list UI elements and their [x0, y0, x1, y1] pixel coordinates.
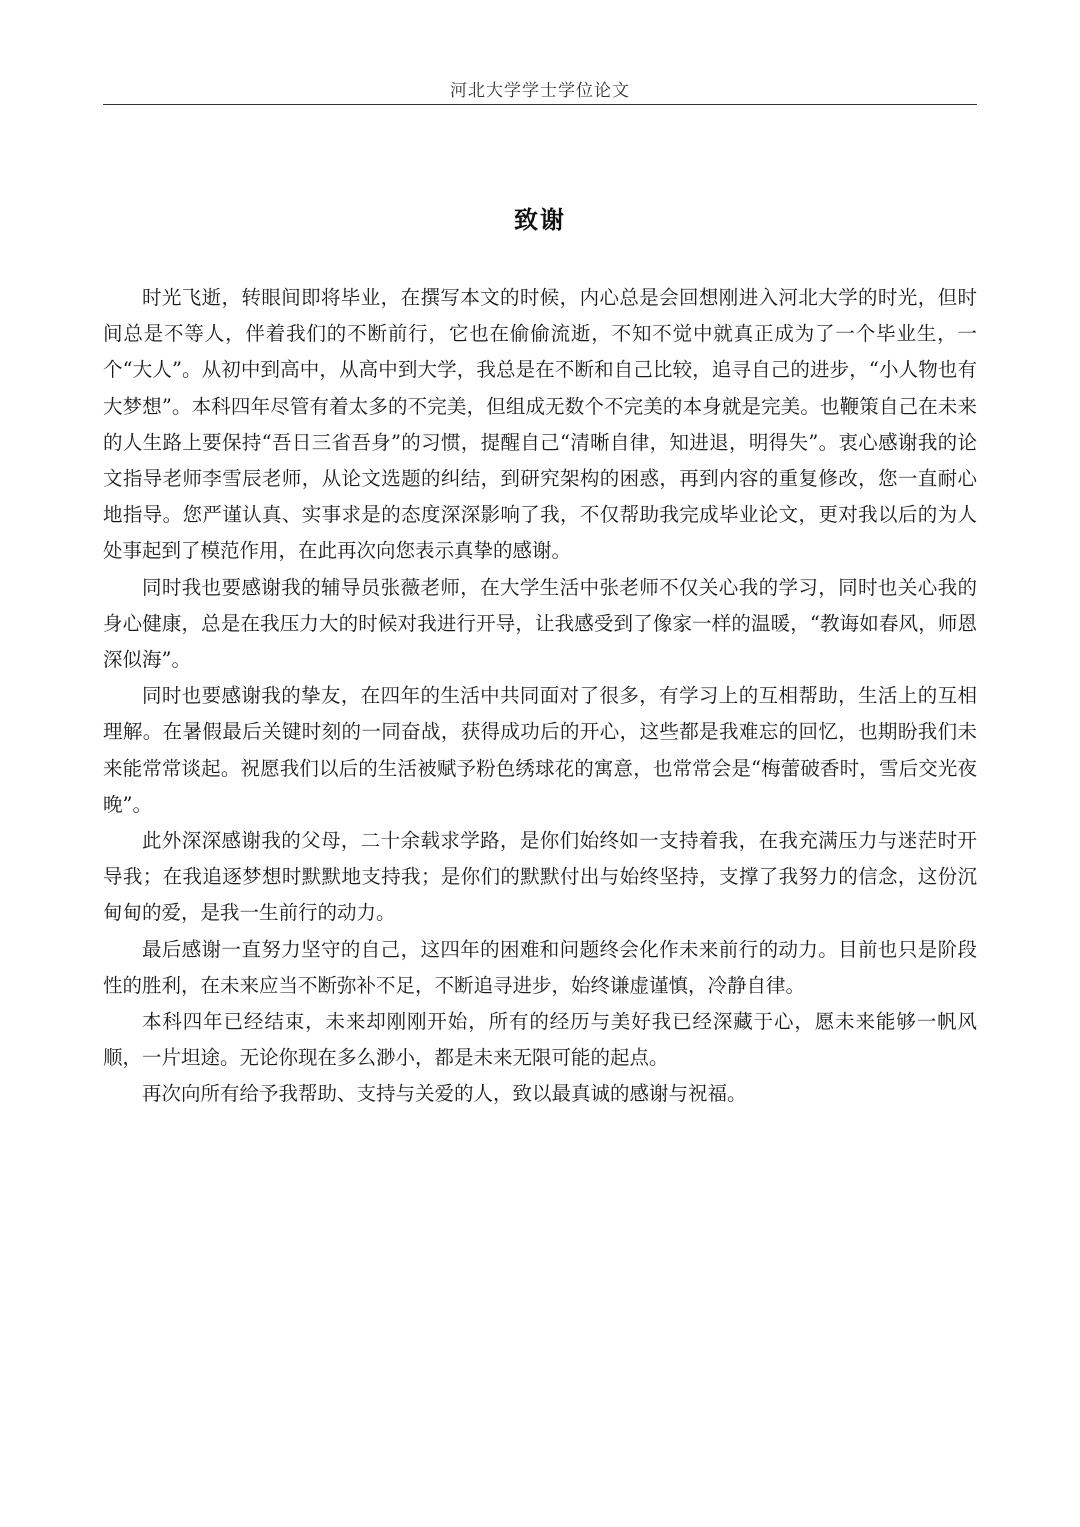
paragraph-5: 最后感谢一直努力坚守的自己，这四年的困难和问题终会化作未来前行的动力。目前也只是阶段性的胜利，在未来应当不断弥补不足，不断追寻进步，始终谦虚谨慎，冷静自律。 — [103, 937, 977, 997]
page-title: 致谢 — [514, 206, 566, 234]
paragraph-4: 此外深深感谢我的父母，二十余载求学路，是你们始终如一支持着我，在我充满压力与迷茫时开导我；在我追逐梦想时默默地支持我；是你们的默默付出与始终坚持，支撑了我努力的信念，这份沉甸甸的爱，是我一生前行的动力。 — [103, 829, 977, 925]
page-header: 河北大学学士学位论文 — [450, 81, 630, 101]
paragraph-3: 同时也要感谢我的挚友，在四年的生活中共同面对了很多，有学习上的互相帮助，生活上的互相理解。在暑假最后关键时刻的一同奋战，获得成功后的开心，这些都是我难忘的回忆，也期盼我们未来能常常谈起。祝愿我们以后的生活被赋予粉色绣球花的寓意，也常常会是“梅蕾破香时，雪后交光夜晚”。 — [103, 684, 977, 816]
paragraph-2: 同时我也要感谢我的辅导员张薇老师，在大学生活中张老师不仅关心我的学习，同时也关心我的身心健康，总是在我压力大的时候对我进行开导，让我感受到了像家一样的温暖，“教诲如春风，师恩深似海”。 — [103, 575, 977, 672]
paragraph-6: 本科四年已经结束，未来却刚刚开始，所有的经历与美好我已经深藏于心，愿未来能够一帆风顺，一片坦途。无论你现在多么渺小，都是未来无限可能的起点。 — [103, 1010, 977, 1070]
paragraph-7: 再次向所有给予我帮助、支持与关爱的人，致以最真诚的感谢与祝福。 — [142, 1082, 747, 1106]
header-rule — [103, 104, 977, 105]
paragraph-1: 时光飞逝，转眼间即将毕业，在撰写本文的时候，内心总是会回想刚进入河北大学的时光，但时间总是不等人，伴着我们的不断前行，它也在偷偷流逝，不知不觉中就真正成为了一个毕业生，一个“大人”。从初中到高中，从高中到大学，我总是在不断和自己比较，追寻自己的进步，“小人物也有大梦想”。本科四年尽管有着太多的不完美，但组成无数个不完美的本身就是完美。也鞭策自己在未来的人生路上要保持“吾日三省吾身”的习惯，提醒自己“清晰自律，知进退，明得失”。衷心感谢我的论文指导老师李雪辰老师，从论文选题的纠结，到研究架构的困惑，再到内容的重复修改，您一直耐心地指导。您严谨认真、实事求是的态度深深影响了我，不仅帮助我完成毕业论文，更对我以后的为人处事起到了模范作用，在此再次向您表示真挚的感谢。 — [103, 286, 977, 563]
acknowledgement-body — [103, 280, 977, 1113]
